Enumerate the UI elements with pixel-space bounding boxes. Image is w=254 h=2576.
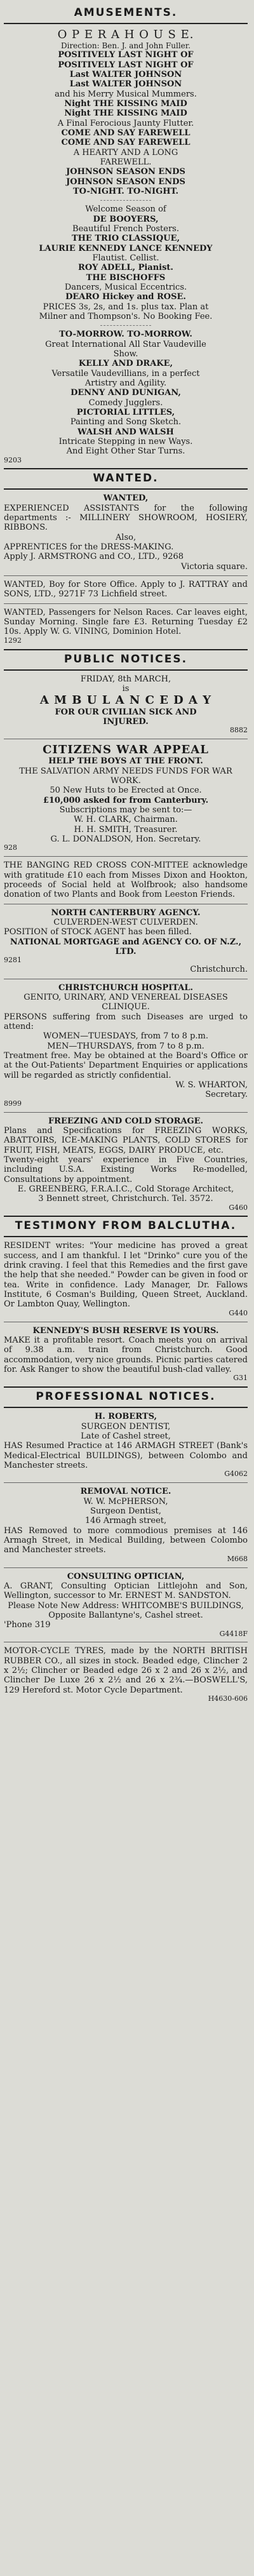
ad-phone: 'Phone 319 — [4, 1620, 51, 1630]
divider — [4, 669, 248, 671]
ad-location: Christchurch. — [190, 965, 248, 975]
ad-title: REMOVAL NOTICE. — [80, 1487, 171, 1497]
divider — [4, 856, 248, 857]
ad-signature: E. GREENBERG, F.R.A.I.C., Cold Storage Architect, — [17, 1184, 234, 1194]
opera-program-line: Milner and Thompson's. No Booking Fee. — [39, 311, 213, 321]
divider — [4, 1567, 248, 1568]
ad-line: Late of Cashel street, — [81, 1432, 171, 1441]
ad-title: CHRISTCHURCH HOSPITAL. — [58, 983, 194, 993]
opera-program-line: DE BOOYERS, — [93, 214, 159, 224]
section-heading-wanted: WANTED. — [93, 472, 159, 485]
divider — [4, 1407, 248, 1408]
opera-tomorrow-line: Great International All Star Vaudeville — [45, 339, 206, 349]
ad-body: Treatment free. May be obtained at the Board's Office or at the Out-Patients' Department Enquiries or applications will be regarded as strictly confidential. — [4, 1050, 248, 1080]
ad-title: KENNEDY'S BUSH RESERVE IS YOURS. — [32, 1325, 219, 1336]
ad-body: MAKE it a profitable resort. Coach meets you on arrival of 9.38 a.m. train from Christchurch. Good accommodation, very nice grounds. Picnic parties catered for. Ask Ranger to show the beautiful bush-clad valley. — [4, 1336, 248, 1375]
motor-cycle-tyres-ad — [4, 1646, 248, 1703]
opera-line: Night THE KISSING MAID — [64, 109, 187, 119]
ad-address: Please Note New Address: WHITCOMBE'S BUILDINGS, Opposite Ballantyne's, Cashel street. — [8, 1600, 244, 1620]
wanted-rattray-ad — [4, 580, 248, 600]
wanted-armstrong-ad — [4, 493, 248, 572]
ad-body: A. GRANT, Consulting Optician Littlejohn and Son, Wellington, successor to Mr. ERNEST M. SANDSTON. — [4, 1581, 248, 1601]
divider — [4, 1482, 248, 1483]
ad-name: W. W. McPHERSON, — [83, 1496, 168, 1506]
ad-title: NORTH CANTERBURY AGENCY. — [51, 908, 201, 918]
ad-reference: 9281 — [4, 956, 22, 965]
ad-signature: W. H. CLARK, Chairman. — [74, 815, 178, 825]
divider — [4, 468, 248, 469]
divider — [4, 1112, 248, 1113]
opera-tomorrow-line: And Eight Other Star Turns. — [66, 446, 185, 457]
north-canterbury-agency-ad — [4, 908, 248, 975]
citizens-war-appeal-ad — [4, 743, 248, 852]
opera-line: JOHNSON SEASON ENDS — [66, 167, 185, 177]
opera-direction: Direction: Ben. J. and John Fuller. — [60, 41, 191, 51]
kennedys-bush-ad — [4, 1326, 248, 1383]
ad-signature: H. H. SMITH, Treasurer. — [74, 824, 178, 835]
ad-body: PERSONS suffering from such Diseases are urged to attend: — [4, 1012, 248, 1031]
divider — [4, 488, 248, 490]
page-column — [4, 6, 248, 1703]
opera-tomorrow-line: Comedy Jugglers. — [88, 398, 163, 408]
ad-line: Surgeon Dentist, — [90, 1506, 161, 1516]
ad-signature: G. L. DONALDSON, Hon. Secretary. — [50, 835, 201, 845]
ad-reference: G460 — [229, 1203, 248, 1212]
ambulance-day-ad — [4, 674, 248, 735]
ad-signature: W. S. WHARTON, — [175, 1080, 248, 1090]
opera-program-line: THE BISCHOFFS — [86, 272, 166, 283]
opera-house-ad — [4, 28, 248, 464]
opera-tomorrow-line: KELLY AND DRAKE, — [78, 359, 173, 369]
ad-reference: H4630-606 — [208, 1694, 248, 1703]
wanted-nelson-ad — [4, 608, 248, 645]
opera-line: A HEARTY AND A LONG — [73, 147, 178, 158]
opera-line: POSITIVELY LAST NIGHT OF — [58, 60, 194, 70]
ad-body: POSITION of STOCK AGENT has been filled. — [4, 927, 192, 937]
opera-line: A Final Ferocious Jaunty Flutter. — [57, 118, 194, 128]
divider — [100, 325, 151, 326]
ad-body: WANTED, Passengers for Nelson Races. Car leaves eight, Sunday Morning. Single fare £3. Returning Tuesday £2 10s. Apply W. G. VINING, Dominion Hotel. — [4, 607, 248, 637]
consulting-optician-ad — [4, 1572, 248, 1639]
opera-program-line: Welcome Season of — [85, 205, 166, 215]
section-heading-professional: PROFESSIONAL NOTICES. — [36, 1390, 216, 1404]
christchurch-hospital-ad — [4, 983, 248, 1108]
ad-line: MEN—THURSDAYS, from 7 to 8 p.m. — [47, 1041, 204, 1051]
opera-program-line: DEARO Hickey and ROSE. — [65, 292, 186, 302]
ad-reference: G4418F — [219, 1629, 248, 1638]
ad-line: Subscriptions may be sent to:— — [59, 805, 192, 815]
ad-company: NATIONAL MORTGAGE and AGENCY CO. OF N.Z., LTD. — [10, 937, 242, 957]
ad-line: HELP THE BOYS AT THE FRONT. — [48, 756, 203, 767]
opera-tomorrow-line: WALSH AND WALSH — [77, 427, 174, 437]
opera-tomorrow-line: Versatile Vaudevillians, in a perfect — [51, 368, 200, 379]
removal-notice-ad — [4, 1487, 248, 1563]
opera-house-title: O P E R A H O U S E. — [57, 28, 194, 41]
ad-body: RESIDENT writes: "Your medicine has proved a great success, and I am thankful. I let "Drinko" cure you of the drink craving. I feel that this Remedies and the first gave the help that she needed." Powder can be given in food or tea. Write in confidence. Lady Manager, Dr. Fallows Institute, 6 Cosman's Building, Queen Street, Auckland. Or Lambton Quay, Wellington. — [4, 1241, 248, 1310]
ad-body: HAS Removed to more commodious premises at 146 Armagh Street, in Medical Building, between Colombo and Manchester streets. — [4, 1526, 248, 1555]
section-heading-amusements: AMUSEMENTS. — [74, 6, 178, 19]
divider — [4, 23, 248, 24]
ad-subtitle: GENITO, URINARY, AND VENEREAL DISEASES CLINIQUE. — [23, 992, 228, 1012]
divider — [4, 1386, 248, 1388]
ad-body: Twenty-eight years' experience in Five Countries, including U.S.A. Existing Works Re-modelled, Consultations by appointment. — [4, 1155, 248, 1184]
ad-title: FREEZING AND COLD STORAGE. — [48, 1116, 204, 1126]
opera-program-line: LAURIE KENNEDY LANCE KENNEDY — [39, 243, 213, 253]
opera-tomorrow-line: DENNY AND DUNIGAN, — [70, 388, 181, 398]
opera-tomorrow-line: Painting and Song Sketch. — [70, 417, 182, 427]
ad-reference: 8882 — [230, 726, 248, 735]
ad-title: CONSULTING OPTICIAN, — [67, 1571, 185, 1581]
freezing-cold-storage-ad — [4, 1117, 248, 1212]
ad-body: HAS Resumed Practice at 146 ARMAGH STREET (Bank's Medical-Electrical BUILDINGS), between Colombo and Manchester streets. — [4, 1441, 248, 1470]
ad-title: SURGEON DENTIST, — [81, 1421, 171, 1432]
opera-tomorrow-line: Artistry and Agility. — [84, 378, 167, 388]
opera-line: and his Merry Musical Mummers. — [55, 89, 197, 99]
divider — [4, 603, 248, 604]
opera-line: JOHNSON SEASON ENDS — [66, 177, 185, 187]
ad-line: 146 Armagh street, — [84, 1516, 167, 1526]
ad-reference: 9203 — [4, 455, 22, 464]
ad-body: THE BANGING RED CROSS CON-MITTEE acknowledge with gratitude £10 each from Misses Dixon and Hookton, proceeds of Social held at Wolfbrook; also handsome donation of two Plants and Book from Leeston Friends. — [4, 861, 248, 900]
opera-program-line: Dancers, Musical Eccentrics. — [64, 282, 187, 292]
section-heading-public-notices: PUBLIC NOTICES. — [64, 652, 188, 666]
ad-body: EXPERIENCED ASSISTANTS for the following departments :- MILLINERY SHOWROOM, HOSIERY, RIBBONS. — [4, 503, 248, 533]
opera-program-line: Flautist. Cellist. — [92, 253, 159, 263]
opera-line: Last WALTER JOHNSON — [69, 79, 182, 90]
ad-body: MOTOR-CYCLE TYRES, made by the NORTH BRITISH RUBBER CO., all sizes in stock. Beaded edge, Clincher 2 x 2½; Clincher or Beaded edge 26 x 2 and 26 x 2½, and Clincher De Luxe 26 x 2½ and 26 x 2¾.—BOSWELL'S, 129 Hereford st. Motor Cycle Department. — [4, 1646, 248, 1695]
ad-reference: G440 — [229, 1308, 248, 1317]
ad-reference: G31 — [233, 1374, 248, 1383]
ad-reference: M668 — [227, 1554, 248, 1563]
section-heading-testimony: TESTIMONY FROM BALCLUTHA. — [15, 1219, 237, 1233]
ad-title: A M B U L A N C E D A Y — [39, 694, 212, 708]
ad-signature: Secretary. — [205, 1090, 248, 1100]
ad-address: 3 Bennett street, Christchurch. Tel. 3572. — [38, 1194, 213, 1204]
divider — [4, 575, 248, 576]
opera-tomorrow-line: Show. — [113, 349, 138, 359]
ad-apply: Apply J. ARMSTRONG and CO., LTD., 9268 — [4, 552, 184, 562]
opera-line: Night THE KISSING MAID — [64, 99, 187, 109]
ad-line: £10,000 asked for from Canterbury. — [43, 795, 209, 805]
banging-red-cross-ad — [4, 861, 248, 899]
ad-line: INJURED. — [103, 716, 149, 727]
testimony-ad — [4, 1241, 248, 1317]
ad-line: WOMEN—TUESDAYS, from 7 to 8 p.m. — [43, 1031, 208, 1042]
opera-program-line: PRICES 3s, 2s, and 1s. plus tax. Plan at — [43, 302, 209, 312]
ad-body: Plans and Specifications for FREEZING WORKS, ABATTOIRS, ICE-MAKING PLANTS, COLD STORES for FRUIT, FISH, MEATS, EGGS, DAIRY PRODUCE, etc. — [4, 1125, 248, 1155]
opera-line: COME AND SAY FAREWELL — [61, 128, 190, 138]
opera-tomorrow-line: Intricate Stepping in new Ways. — [58, 436, 193, 446]
divider — [4, 1216, 248, 1217]
ad-also: Also, — [115, 532, 137, 542]
ad-line: THE SALVATION ARMY NEEDS FUNDS FOR WAR WORK. — [19, 766, 232, 786]
opera-tomorrow-line: PICTORIAL LITTLES, — [76, 407, 175, 417]
opera-line: POSITIVELY LAST NIGHT OF — [58, 50, 194, 60]
opera-tomorrow-line: TO-MORROW. TO-MORROW. — [59, 330, 192, 340]
ad-line: 50 New Huts to be Erected at Once. — [50, 786, 202, 796]
ad-subtitle: CULVERDEN-WEST CULVERDEN. — [53, 918, 198, 928]
ad-heading: WANTED, — [103, 493, 149, 504]
opera-line: COME AND SAY FAREWELL — [61, 138, 190, 148]
opera-line: FAREWELL. — [100, 158, 152, 167]
ad-reference: 928 — [4, 843, 17, 852]
ad-line: FRIDAY, 8th MARCH, — [80, 674, 171, 684]
ad-location: Victoria square. — [180, 561, 248, 572]
opera-line: TO-NIGHT. TO-NIGHT. — [72, 186, 178, 196]
ad-name: H. ROBERTS, — [94, 1412, 157, 1422]
ad-title: CITIZENS WAR APPEAL — [43, 743, 209, 757]
ad-line: is — [122, 684, 130, 694]
opera-program-line: THE TRIO CLASSIQUE, — [71, 234, 180, 244]
opera-program-line: Beautiful French Posters. — [72, 224, 179, 234]
divider — [4, 649, 248, 650]
ad-body: WANTED, Boy for Store Office. Apply to J. RATTRAY and SONS, LTD., 9271F 73 Lichfield street. — [4, 580, 248, 600]
ad-reference: 8999 — [4, 1099, 22, 1108]
ad-reference: G4062 — [224, 1470, 248, 1479]
divider — [100, 200, 151, 201]
opera-program-line: ROY ADELL, Pianist. — [78, 263, 173, 273]
opera-line: Last WALTER JOHNSON — [69, 70, 182, 80]
divider — [4, 1236, 248, 1237]
ad-line: FOR OUR CIVILIAN SICK AND — [55, 707, 197, 717]
ad-reference: 1292 — [4, 636, 22, 645]
roberts-dentist-ad — [4, 1412, 248, 1479]
ad-body: APPRENTICES for the DRESS-MAKING. — [4, 542, 174, 553]
